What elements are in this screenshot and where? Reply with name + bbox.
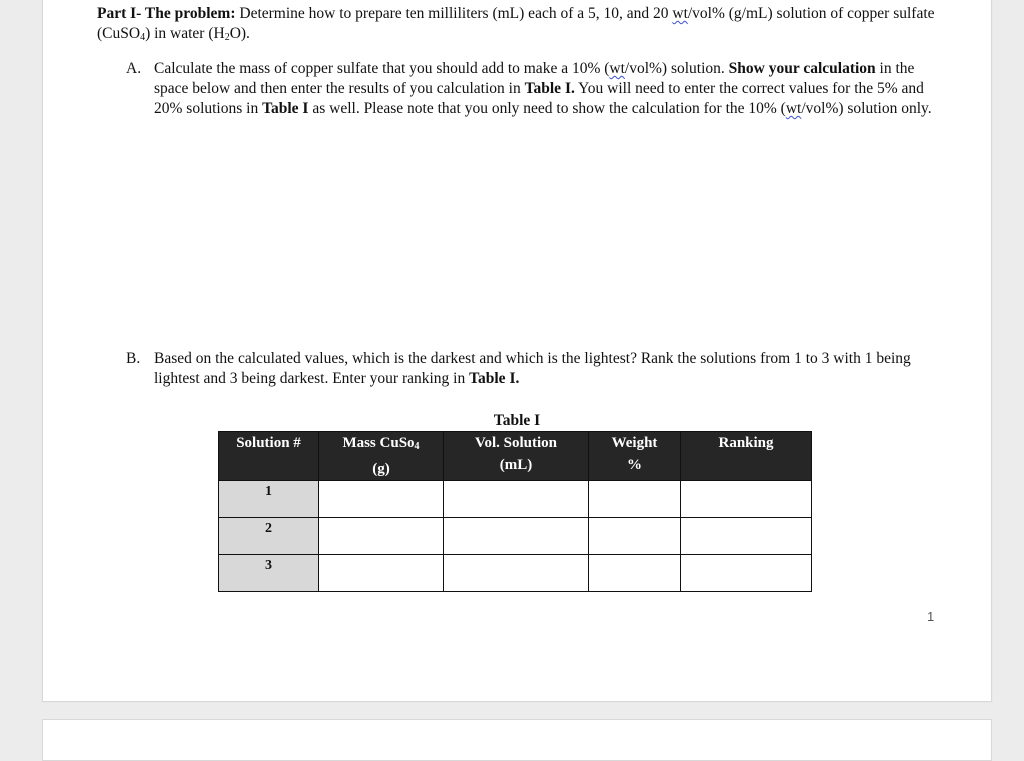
data-table [218,431,812,592]
list-marker-a: A. [126,60,142,77]
header-weight: Weight % [589,432,681,481]
table-caption: Table I [493,412,541,429]
list-item-b-text: Based on the calculated values, which is the darkest and which is the lightest? Rank the solutions from 1 to 3 with 1 being lightest and 3 being darkest. Enter your ranking in Table I. [154,350,911,387]
spellcheck-word[interactable]: wt [785,100,802,117]
page-number: 1 [927,609,935,624]
cell-volume[interactable] [444,481,589,518]
part-heading: Part I- The problem: [97,5,236,22]
table-header-row [219,432,812,481]
table-row [219,555,812,592]
cell-solution: 3 [219,555,319,592]
header-solution: Solution # [219,432,319,481]
cell-volume[interactable] [444,555,589,592]
header-ranking: Ranking [681,432,812,481]
list-item-a-text: Calculate the mass of copper sulfate that you should add to make a 10% (wt/vol%) solution. Show your calculation in the space below and then enter the results of you calculation in Table I. You will need to enter the correct values for the 5% and 20% solutions in Table I as well. Please note that you only need to show the calculation for the 10% (wt/vol%) solution only. [154,60,932,117]
list-marker-b: B. [126,350,141,367]
cell-mass[interactable] [319,481,444,518]
cell-weight[interactable] [589,555,681,592]
cell-ranking[interactable] [681,555,812,592]
cell-weight[interactable] [589,518,681,555]
cell-solution: 1 [219,481,319,518]
header-volume: Vol. Solution (mL) [444,432,589,481]
cell-ranking[interactable] [681,481,812,518]
cell-weight[interactable] [589,481,681,518]
document-page [42,0,992,702]
cell-mass[interactable] [319,555,444,592]
problem-statement: Part I- The problem: Determine how to prepare ten milliliters (mL) each of a 5, 10, and 20 wt/vol% (g/mL) solution of copper sulfate (CuSO$_4$) in water $(H_2O)$. [97,5,935,43]
cell-volume[interactable] [444,518,589,555]
cell-solution: 2 [219,518,319,555]
header-mass: Mass CuSo$_4$ (g) [319,432,444,481]
table-row [219,481,812,518]
spellcheck-word[interactable]: wt [609,60,625,77]
spellcheck-word[interactable]: wt [672,5,688,22]
next-page [42,719,992,761]
cell-ranking[interactable] [681,518,812,555]
cell-mass[interactable] [319,518,444,555]
table-row [219,518,812,555]
